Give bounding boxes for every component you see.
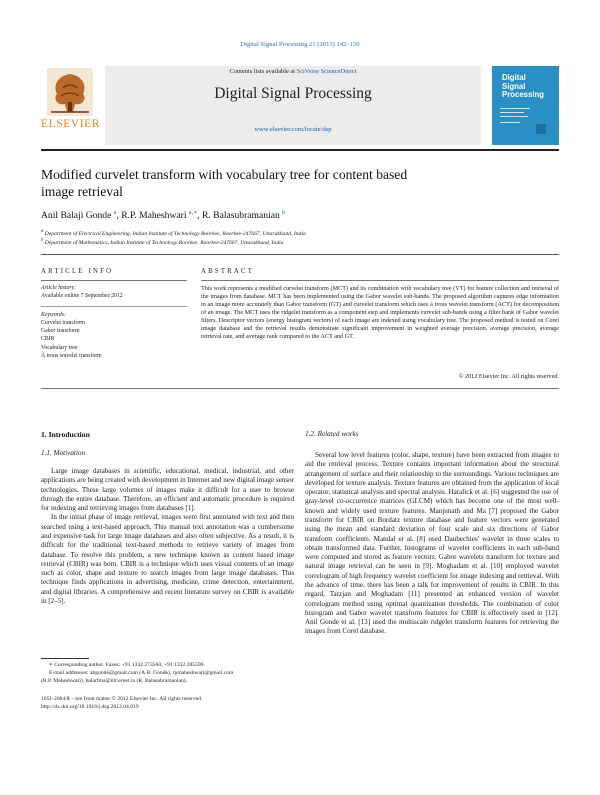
author-separator: , (116, 210, 122, 222)
affiliation-mark: a (41, 229, 44, 234)
abstract-heading: ABSTRACT (201, 268, 255, 275)
author-name: Anil Balaji Gonde (41, 210, 112, 222)
corresponding-author-note: ∗ Corresponding author. Faxes: +91 1332 273560, +91 1332 285596. (49, 662, 205, 668)
elsevier-tree-icon (47, 68, 93, 116)
header-divider (41, 149, 559, 151)
doi-link[interactable]: http://dx.doi.org/10.1016/j.dsp.2012.04.019 (41, 703, 139, 710)
author-affiliation-mark[interactable]: a (113, 210, 117, 216)
author-name: R.P. Maheshwari (121, 210, 187, 222)
journal-cover-thumbnail (492, 66, 559, 145)
abstract-divider (201, 280, 559, 281)
cover-title (502, 74, 544, 100)
paragraph: Several low level features (color, shape, texture) have been extracted from images to aid the retrieval process. Texture contains important information about the structural arrangement of surface and their relationship to the surroundings. Various techniques are developed for texture analysis. Texture features are obtained from the application of local operator, statistical analysis and spectral analysis. Haralick et al. [6] suggested the use of gray-level co-occurrence matrices (GLCM) which has become one of the most well-known and widely used texture features. Manjunath and Ma [7] proposed the Gabor transform for CBIR on Bordatz texture database and feature vectors were generated using the mean and standard deviation of four scale and six directions of Gabor transform coefficients. Mandal et al. [8] used Daubechies' wavelet in three scales to obtain transformed data. Further, histograms of wavelet coefficients in each sub-band were computed and stored as feature vectors. Gabor wavelets transform for texture and natural image retrieval can be seen in [9]. Moghadam et al. [10] employed wavelet correlogram of high frequency wavelet coefficient for image indexing and retrieval. With the advance of time, there has been a talk for improvement of results in CBIR. In this regard, Tarzjan and Moghadam [11] presented an enhanced version of wavelet correlogram method using optimal quantization thresholds. The combination of color histogram and Gabor wavelet transform features for CBIR is effectively used in [12]. Anil Gonde et al. [13] used the multiscale ridgelet transform features for retrieving the images from Corel database. (305, 451, 559, 636)
article-title-line: image retrieval (41, 184, 123, 199)
affiliation-mark: b (41, 238, 44, 243)
affiliation-divider (41, 254, 559, 255)
elsevier-logo (41, 66, 99, 136)
cover-decoration-icon (500, 106, 550, 136)
elsevier-wordmark: ELSEVIER (41, 118, 101, 130)
cover-title-line: Processing (502, 90, 545, 99)
article-info-divider (41, 280, 187, 281)
affiliation-text: Department of Electrical Engineering, Indian Institute of Technology Roorkee, Roorkee-247667, Uttarakhand, India (44, 230, 306, 237)
abstract-text: This work represents a modified curvelet transform (MCT) and its combination with vocabulary tree (VT) for feature collection and retrieval of the images from database. MCT has been implemented using the Gabor wavelet sub-bands. The proposed algorithm captures edge information in an image more accurately than Gabor transform (GT) and curvelet transform which uses à trous wavelet transform (ACT) for decomposition of an image. The MCT uses the ridgelet transform as a component step and implements curvelet sub-bands using a filter bank of Gabor wavelet filters. Descriptor vectors (energy histogram vectors) of each image are indexed using vocabulary tree. The proposed method is tested on Corel image database and the retrieval results demonstrate significant improvement in weighted average precision, average precision, average retrieval rate, and average rank compared to the ACT and GT. (201, 285, 559, 341)
keyword: Vocabulary tree (41, 344, 78, 351)
author-separator: , (197, 210, 202, 222)
keyword: Gabor transform (41, 328, 80, 335)
keyword: CBIR (41, 336, 55, 343)
paragraph: In the initial phase of image retrieval, images were first annotated with text and then searched using a text-based approach. This manual text annotation was a cumbersome and expensive task for large image databases and also often subjective. As a result, it is difficult for the traditional text-based methods to retrieve variety of images from database. To resolve this problem, a new technique known as content based image retrieval (CBIR) was born. CBIR is a technique which uses visual contents of an image such as color, shape and texture to search images from large image databases. This technique finds applications in advertising, medicine, crime detection, entertainment, and digital libraries. A comprehensive and recent literature survey on CBIR is available in [2–5]. (41, 513, 294, 605)
affiliation-text: Department of Mathematics, Indian Institute of Technology Roorkee, Roorkee-247667, Uttarakhand, India (44, 239, 284, 246)
keywords-label: Keywords: (41, 312, 66, 318)
author-list (41, 209, 541, 221)
keyword: Curvelet transform (41, 320, 85, 326)
journal-url-link[interactable]: www.elsevier.com/locate/dsp (254, 126, 332, 133)
footnote-divider (41, 658, 89, 659)
journal-citation[interactable]: Digital Signal Processing 23 (2013) 142–150 (240, 41, 360, 48)
author-affiliation-mark[interactable]: a,∗ (188, 210, 198, 216)
abstract-bottom-divider (41, 388, 559, 389)
author-name: R. Balasubramanian (201, 210, 280, 222)
subsection-heading-motivation: 1.1. Motivation (41, 449, 86, 457)
issn-block (41, 696, 294, 712)
related-works-body (305, 451, 559, 637)
keywords-list (41, 320, 187, 361)
keywords-divider (41, 306, 187, 307)
affiliation (41, 229, 306, 237)
history-label: Article history: (41, 285, 77, 291)
history-value: Available online 7 September 2012 (41, 293, 123, 299)
author-affiliation-mark[interactable]: b (282, 210, 286, 216)
sciencedirect-link[interactable]: SciVerse ScienceDirect (296, 68, 357, 75)
motivation-body (41, 467, 294, 606)
copyright-notice: © 2012 Elsevier Inc. All rights reserved. (458, 373, 559, 380)
section-heading-introduction: 1. Introduction (41, 430, 90, 439)
cover-title-line: Signal (502, 81, 526, 91)
issn-line: 1051-2004/$ – see front matter © 2012 Elsevier Inc. All rights reserved. (41, 696, 203, 702)
email-addresses[interactable]: E-mail addresses: abgonde@gmail.com (A.B. Gonde), rpmaheshwari@gmail.com (49, 669, 234, 676)
journal-title: Digital Signal Processing (214, 85, 372, 102)
contents-availability (105, 68, 481, 75)
affiliation (41, 238, 283, 246)
contents-prefix: Contents lists available at (229, 68, 297, 75)
subsection-heading-related-works: 1.2. Related works (305, 430, 359, 438)
article-title-line: Modified curvelet transform with vocabulary tree for content based (41, 167, 408, 182)
article-title (41, 166, 491, 200)
footnote (41, 662, 294, 686)
journal-header-banner (105, 66, 481, 145)
paragraph: Large image databases in scientific, educational, medical, industrial, and other applications are being created with development in Internet and new digital image sensor technologies. These large volumes of images make it difficult for a user to browse through the entire database. Therefore, an efficient and automatic procedure is required for indexing and retrieving images from databases [1]. (41, 467, 294, 513)
cover-title-line: Digital (502, 73, 526, 82)
email-addresses-cont[interactable]: (R.P. Maheshwari), balarfma@iitr.ernet.in (R. Balasubramanian). (41, 677, 188, 684)
keyword: À trous wavelet transform (41, 352, 102, 359)
article-info-heading: ARTICLE INFO (41, 268, 114, 275)
